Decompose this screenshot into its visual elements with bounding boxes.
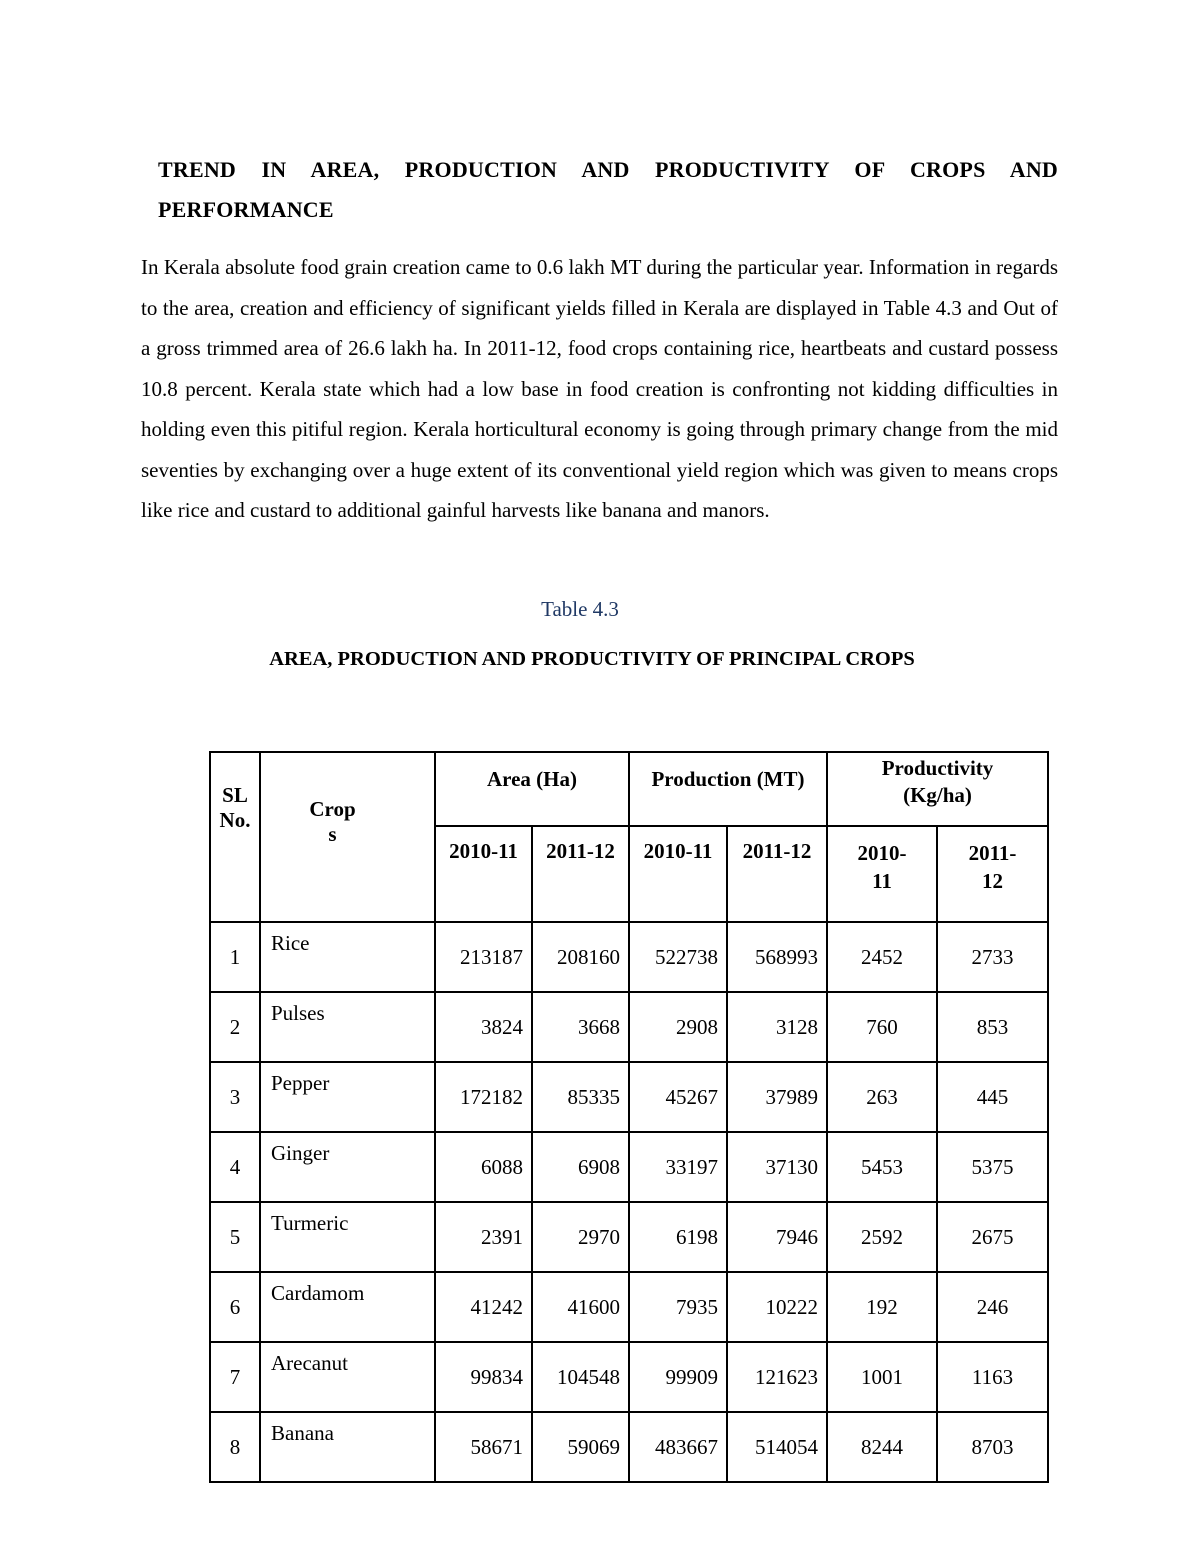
cell-production-2010-11: 522738 — [629, 922, 727, 992]
cell-area-2011-12: 2970 — [532, 1202, 629, 1272]
cell-area-2010-11: 6088 — [435, 1132, 532, 1202]
cell-crop: Pepper — [260, 1062, 435, 1132]
cell-production-2011-12: 7946 — [727, 1202, 827, 1272]
table-row — [210, 1412, 1048, 1482]
year-bottom: 12 — [982, 869, 1003, 893]
cell-production-2011-12: 37130 — [727, 1132, 827, 1202]
header-sl-line2: No. — [219, 808, 251, 832]
cell-area-2011-12: 104548 — [532, 1342, 629, 1412]
cell-sl: 7 — [210, 1342, 260, 1412]
cell-area-2011-12: 85335 — [532, 1062, 629, 1132]
header-productivity-2010-11 — [827, 826, 937, 922]
cell-productivity-2011-12: 853 — [937, 992, 1048, 1062]
cell-area-2011-12: 59069 — [532, 1412, 629, 1482]
header-sl-line1: SL — [222, 783, 248, 807]
cell-productivity-2011-12: 2733 — [937, 922, 1048, 992]
cell-crop: Turmeric — [260, 1202, 435, 1272]
cell-sl: 8 — [210, 1412, 260, 1482]
cell-area-2011-12: 208160 — [532, 922, 629, 992]
cell-production-2011-12: 121623 — [727, 1342, 827, 1412]
cell-productivity-2010-11: 5453 — [827, 1132, 937, 1202]
cell-production-2011-12: 10222 — [727, 1272, 827, 1342]
cell-production-2010-11: 7935 — [629, 1272, 727, 1342]
header-sl-no — [210, 752, 260, 922]
cell-area-2010-11: 99834 — [435, 1342, 532, 1412]
cell-area-2010-11: 3824 — [435, 992, 532, 1062]
cell-sl: 5 — [210, 1202, 260, 1272]
header-area: Area (Ha) — [435, 752, 629, 826]
header-productivity-line2: (Kg/ha) — [903, 783, 972, 807]
crops-table — [209, 751, 1049, 1483]
table-row — [210, 1062, 1048, 1132]
cell-productivity-2011-12: 246 — [937, 1272, 1048, 1342]
cell-area-2011-12: 41600 — [532, 1272, 629, 1342]
cell-production-2010-11: 33197 — [629, 1132, 727, 1202]
cell-crop: Banana — [260, 1412, 435, 1482]
cell-productivity-2011-12: 445 — [937, 1062, 1048, 1132]
cell-productivity-2010-11: 760 — [827, 992, 937, 1062]
header-area-2011-12: 2011-12 — [532, 826, 629, 922]
cell-production-2010-11: 483667 — [629, 1412, 727, 1482]
header-productivity — [827, 752, 1048, 826]
cell-productivity-2010-11: 263 — [827, 1062, 937, 1132]
table-title: AREA, PRODUCTION AND PRODUCTIVITY OF PRINCIPAL CROPS — [269, 648, 915, 670]
cell-productivity-2010-11: 1001 — [827, 1342, 937, 1412]
cell-productivity-2010-11: 2452 — [827, 922, 937, 992]
cell-production-2010-11: 45267 — [629, 1062, 727, 1132]
cell-area-2011-12: 3668 — [532, 992, 629, 1062]
header-crop-line1: Crop — [309, 797, 356, 821]
table-row — [210, 992, 1048, 1062]
table-caption: Table 4.3 — [541, 597, 619, 621]
cell-area-2011-12: 6908 — [532, 1132, 629, 1202]
cell-production-2011-12: 568993 — [727, 922, 827, 992]
header-productivity-line1: Productivity — [881, 756, 994, 780]
cell-area-2010-11: 172182 — [435, 1062, 532, 1132]
cell-production-2011-12: 3128 — [727, 992, 827, 1062]
table-header-row — [210, 752, 1048, 826]
cell-crop: Ginger — [260, 1132, 435, 1202]
table-row — [210, 1202, 1048, 1272]
cell-production-2010-11: 99909 — [629, 1342, 727, 1412]
cell-production-2011-12: 514054 — [727, 1412, 827, 1482]
year-top: 2011- — [968, 841, 1017, 865]
cell-sl: 1 — [210, 922, 260, 992]
table-row — [210, 1342, 1048, 1412]
header-production-2011-12: 2011-12 — [727, 826, 827, 922]
header-area-2010-11: 2010-11 — [435, 826, 532, 922]
cell-productivity-2010-11: 192 — [827, 1272, 937, 1342]
cell-productivity-2011-12: 5375 — [937, 1132, 1048, 1202]
cell-sl: 3 — [210, 1062, 260, 1132]
table-row — [210, 922, 1048, 992]
cell-productivity-2011-12: 2675 — [937, 1202, 1048, 1272]
cell-production-2010-11: 6198 — [629, 1202, 727, 1272]
cell-sl: 2 — [210, 992, 260, 1062]
cell-crop: Pulses — [260, 992, 435, 1062]
cell-production-2010-11: 2908 — [629, 992, 727, 1062]
header-crop-line2: s — [328, 822, 337, 846]
header-production-2010-11: 2010-11 — [629, 826, 727, 922]
cell-area-2010-11: 2391 — [435, 1202, 532, 1272]
year-bottom: 11 — [872, 869, 892, 893]
year-top: 2010- — [857, 841, 907, 865]
table-row — [210, 1272, 1048, 1342]
header-crops — [260, 752, 435, 922]
section-heading: TREND IN AREA, PRODUCTION AND PRODUCTIVITY OF CROPS AND PERFORMANCE — [158, 157, 1058, 222]
cell-sl: 4 — [210, 1132, 260, 1202]
cell-area-2010-11: 213187 — [435, 922, 532, 992]
header-productivity-2011-12 — [937, 826, 1048, 922]
cell-crop: Cardamom — [260, 1272, 435, 1342]
cell-area-2010-11: 41242 — [435, 1272, 532, 1342]
cell-sl: 6 — [210, 1272, 260, 1342]
cell-crop: Arecanut — [260, 1342, 435, 1412]
header-production: Production (MT) — [629, 752, 827, 826]
cell-production-2011-12: 37989 — [727, 1062, 827, 1132]
cell-productivity-2011-12: 8703 — [937, 1412, 1048, 1482]
cell-productivity-2010-11: 8244 — [827, 1412, 937, 1482]
cell-area-2010-11: 58671 — [435, 1412, 532, 1482]
cell-crop: Rice — [260, 922, 435, 992]
cell-productivity-2011-12: 1163 — [937, 1342, 1048, 1412]
table-row — [210, 1132, 1048, 1202]
body-paragraph: In Kerala absolute food grain creation came to 0.6 lakh MT during the particular year. Information in regards to the area, creation and efficiency of significant yields filled in Kerala are displayed in Table 4.3 and Out of a gross trimmed area of 26.6 lakh ha. In 2011-12, food crops containing rice, heartbeats and custard possess 10.8 percent. Kerala state which had a low base in food creation is confronting not kidding difficulties in holding even this pitiful region. Kerala horticultural economy is going through primary change from the mid seventies by exchanging over a huge extent of its conventional yield region which was given to means crops like rice and custard to additional gainful harvests like banana and manors. — [141, 255, 1058, 522]
cell-productivity-2010-11: 2592 — [827, 1202, 937, 1272]
